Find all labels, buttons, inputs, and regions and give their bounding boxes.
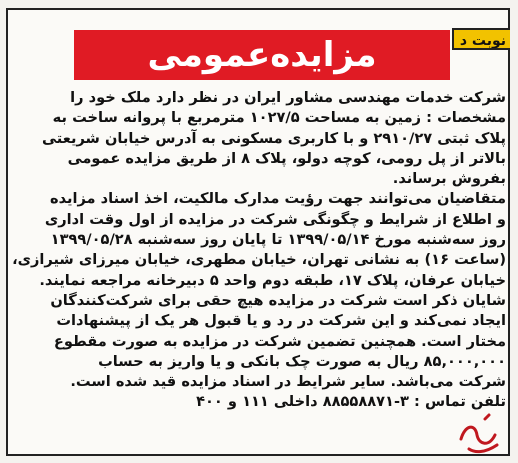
ad-title: مزایده‌عمومی (74, 30, 450, 80)
ad-body (12, 88, 506, 413)
ad-line: ۸۵,۰۰۰,۰۰۰ ریال به صورت چک بانکی و یا واریز به حساب (98, 352, 506, 370)
ad-line: بفروش برساند. (392, 170, 506, 188)
ad-line: روز سه‌شنبه مورخ ۱۳۹۹/۰۵/۱۴ تا پایان روز سه‌شنبه ۱۳۹۹/۰۵/۲۸ (50, 231, 506, 249)
ad-line: مشخصات : زمین به مساحت ۱۰۲۷/۵ مترمربع با پروانه ساخت به (52, 109, 506, 127)
ad-line: متقاضیان می‌توانند جهت رؤیت مدارک مالکیت، اخذ اسناد مزایده (49, 190, 506, 208)
ad-line: تلفن تماس : ۳-۸۸۵۵۸۸۷۱ داخلی ۱۱۱ و ۴۰۰ (196, 393, 506, 411)
ad-line: خیابان عرفان، پلاک ۱۷، طبقه دوم واحد ۵ دبیرخانه مراجعه نمایند. (39, 271, 506, 289)
ad-line: پلاک ثبتی ۲۹۱۰/۲۷ و با کاربری مسکونی به آدرس خیابان شریعتی (42, 129, 506, 147)
ad-line: مختار است. همچنین تضمین شرکت در مزایده به صورت مقطوع (53, 332, 506, 350)
ad-line: شرکت می‌باشد. سایر شرایط در اسناد مزایده قید شده است. (70, 373, 506, 391)
round-badge: نوبت د (452, 28, 510, 50)
ad-header (6, 28, 510, 88)
ad-line: و اطلاع از شرایط و چگونگی شرکت در مزایده از اول وقت اداری (44, 210, 506, 228)
handwritten-mark (455, 405, 503, 455)
ad-line: شایان ذکر است شرکت در مزایده هیچ حقی برای شرکت‌کنندگان (50, 291, 506, 309)
ad-line: شرکت خدمات مهندسی مشاور ایران در نظر دارد ملک خود را (70, 89, 506, 106)
ad-line: (ساعت ۱۶) به نشانی تهران، خیابان مطهری، خیابان میرزای شیرازی، (12, 251, 506, 269)
ad-line: بالاتر از پل رومی، کوچه دولو، پلاک ۸ از طریق مزایده عمومی (67, 149, 506, 167)
ad-line: ایجاد نمی‌کند و این شرکت در رد و یا قبول هر یک از پیشنهادات (56, 312, 506, 330)
